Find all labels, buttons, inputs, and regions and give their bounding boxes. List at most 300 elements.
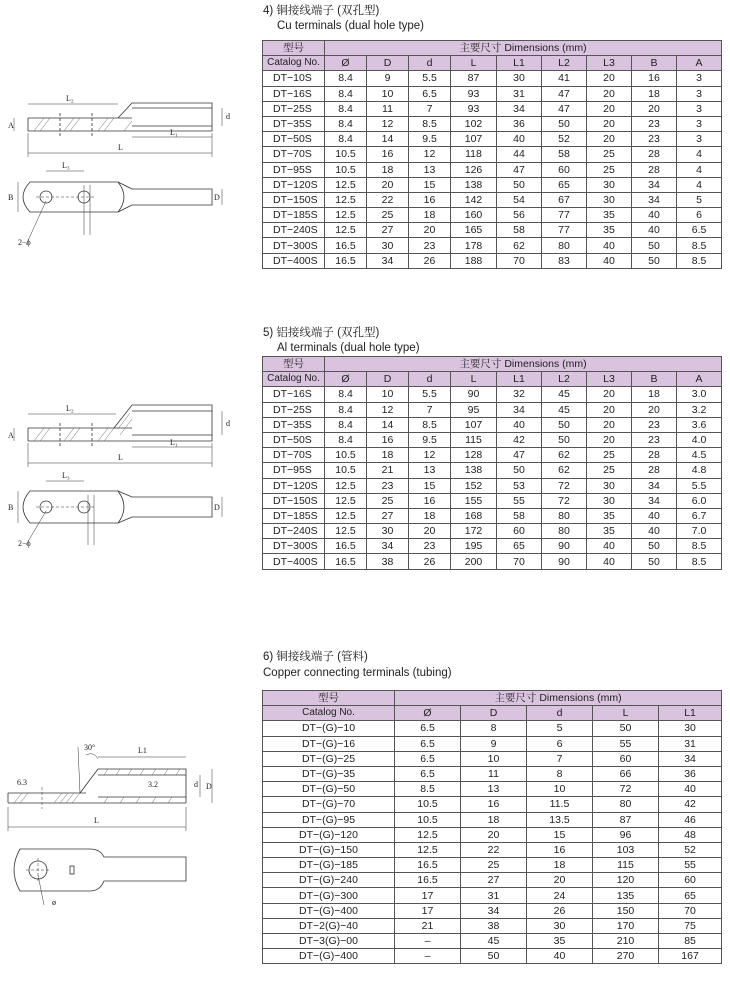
table-cell: 6 bbox=[527, 736, 593, 751]
table-cell: 10.5 bbox=[395, 797, 461, 812]
table-cell: 30 bbox=[367, 524, 409, 539]
table-cell: 20 bbox=[587, 101, 632, 116]
table-cell: 50 bbox=[542, 116, 587, 131]
table-cell: 70 bbox=[659, 903, 722, 918]
catalog-cell: DT−(G)−10 bbox=[263, 721, 395, 736]
table-cell: 50 bbox=[632, 253, 677, 268]
table-cell: 18 bbox=[632, 387, 677, 402]
catalog-cell: DT−35S bbox=[263, 116, 325, 131]
table-cell: 55 bbox=[593, 736, 659, 751]
table-cell: 16 bbox=[632, 71, 677, 86]
table-cell: 47 bbox=[542, 101, 587, 116]
column-header: L2 bbox=[542, 56, 587, 71]
table-cell: 25 bbox=[587, 147, 632, 162]
table-row bbox=[263, 432, 722, 447]
table-cell: 4.0 bbox=[677, 432, 722, 447]
table-cell: 60 bbox=[542, 162, 587, 177]
table-cell: 3 bbox=[677, 86, 722, 101]
s6-header-model: 型号 bbox=[263, 691, 395, 706]
table-cell: 120 bbox=[593, 873, 659, 888]
table-cell: 6.5 bbox=[395, 736, 461, 751]
table-cell: 5.5 bbox=[409, 71, 451, 86]
table-cell: 8.5 bbox=[677, 238, 722, 253]
table-cell: 10.5 bbox=[395, 812, 461, 827]
table-cell: 12 bbox=[367, 402, 409, 417]
table-cell: 90 bbox=[542, 554, 587, 569]
s6-label-L1: L1 bbox=[138, 746, 147, 755]
section4-drawing bbox=[0, 85, 250, 260]
table-cell: – bbox=[395, 934, 461, 949]
table-cell: 8.4 bbox=[325, 402, 367, 417]
table-cell: 62 bbox=[542, 463, 587, 478]
table-cell: 18 bbox=[409, 208, 451, 223]
catalog-cell: DT−25S bbox=[263, 101, 325, 116]
table-cell: 36 bbox=[659, 766, 722, 781]
table-cell: 95 bbox=[451, 402, 497, 417]
table-cell: 135 bbox=[593, 888, 659, 903]
s4-label-D: D bbox=[214, 193, 220, 202]
table-cell: 10 bbox=[367, 86, 409, 101]
column-header: Ø bbox=[325, 56, 367, 71]
table-row bbox=[263, 903, 722, 918]
table-cell: 80 bbox=[593, 797, 659, 812]
table-cell: 34 bbox=[632, 177, 677, 192]
table-cell: 30 bbox=[367, 238, 409, 253]
table-cell: 10.5 bbox=[325, 147, 367, 162]
table-cell: 38 bbox=[367, 554, 409, 569]
table-cell: 172 bbox=[451, 524, 497, 539]
table-cell: 28 bbox=[632, 448, 677, 463]
table-cell: 30 bbox=[659, 721, 722, 736]
table-cell: 8.4 bbox=[325, 101, 367, 116]
column-header: D bbox=[461, 706, 527, 721]
table-cell: 10 bbox=[527, 782, 593, 797]
catalog-cell: DT−185S bbox=[263, 508, 325, 523]
table-cell: 8.5 bbox=[677, 554, 722, 569]
table-row bbox=[263, 448, 722, 463]
column-header: d bbox=[409, 372, 451, 387]
table-cell: 9.5 bbox=[409, 432, 451, 447]
column-header: A bbox=[677, 56, 722, 71]
table-cell: 60 bbox=[659, 873, 722, 888]
table-cell: 11 bbox=[367, 101, 409, 116]
catalog-cell: DT−(G)−16 bbox=[263, 736, 395, 751]
table-cell: 67 bbox=[542, 192, 587, 207]
s5-label-L2: L₂ bbox=[66, 404, 74, 413]
table-cell: 12 bbox=[367, 116, 409, 131]
section6-subheading: Copper connecting terminals (tubing) bbox=[263, 667, 452, 679]
table-cell: 30 bbox=[497, 71, 542, 86]
table-cell: 12.5 bbox=[325, 493, 367, 508]
s4-label-L: L bbox=[118, 143, 123, 152]
table-cell: 35 bbox=[587, 208, 632, 223]
table-cell: 6.5 bbox=[409, 86, 451, 101]
catalog-cell: DT−25S bbox=[263, 402, 325, 417]
table-row bbox=[263, 208, 722, 223]
s5-label-L: L bbox=[118, 453, 123, 462]
table-cell: 40 bbox=[632, 223, 677, 238]
s5-label-D: D bbox=[214, 503, 220, 512]
catalog-cell: DT−120S bbox=[263, 177, 325, 192]
table-cell: 40 bbox=[587, 554, 632, 569]
table-cell: 10.5 bbox=[325, 162, 367, 177]
table-cell: 6.5 bbox=[395, 721, 461, 736]
table-cell: 12.5 bbox=[325, 524, 367, 539]
table-cell: 34 bbox=[367, 253, 409, 268]
column-header: d bbox=[527, 706, 593, 721]
table-cell: 10.5 bbox=[325, 448, 367, 463]
table-cell: 3 bbox=[677, 101, 722, 116]
s5-label-B: B bbox=[8, 503, 14, 512]
table-cell: 165 bbox=[451, 223, 497, 238]
table-cell: 40 bbox=[497, 132, 542, 147]
table-cell: 142 bbox=[451, 192, 497, 207]
catalog-cell: DT−50S bbox=[263, 432, 325, 447]
table-cell: 3.6 bbox=[677, 417, 722, 432]
table-cell: 40 bbox=[527, 949, 593, 964]
table-cell: 150 bbox=[593, 903, 659, 918]
table-cell: 62 bbox=[542, 448, 587, 463]
s5-label-holes: 2−ϕ bbox=[18, 539, 31, 548]
table-cell: 8.5 bbox=[677, 539, 722, 554]
section5-drawing bbox=[0, 395, 250, 570]
s6-header-catalog: Catalog No. bbox=[263, 706, 395, 721]
table-cell: 13 bbox=[461, 782, 527, 797]
catalog-cell: DT−(G)−120 bbox=[263, 827, 395, 842]
table-cell: 152 bbox=[451, 478, 497, 493]
table-cell: 18 bbox=[632, 86, 677, 101]
table-cell: 20 bbox=[632, 101, 677, 116]
table-cell: 40 bbox=[587, 539, 632, 554]
catalog-cell: DT−70S bbox=[263, 448, 325, 463]
table-cell: 118 bbox=[451, 147, 497, 162]
table-cell: 50 bbox=[461, 949, 527, 964]
table-cell: 48 bbox=[659, 827, 722, 842]
table-row bbox=[263, 478, 722, 493]
s4-header-dims: 主要尺寸 Dimensions (mm) bbox=[325, 41, 722, 56]
table-cell: 12.5 bbox=[395, 827, 461, 842]
table-cell: 40 bbox=[659, 782, 722, 797]
table-cell: 47 bbox=[497, 448, 542, 463]
table-cell: 9.5 bbox=[409, 132, 451, 147]
table-cell: 8.4 bbox=[325, 116, 367, 131]
table-cell: 20 bbox=[409, 524, 451, 539]
section6-table bbox=[262, 690, 722, 964]
table-cell: 25 bbox=[367, 208, 409, 223]
table-cell: 8.5 bbox=[409, 116, 451, 131]
table-cell: 8.4 bbox=[325, 71, 367, 86]
table-cell: 83 bbox=[542, 253, 587, 268]
table-cell: 30 bbox=[527, 918, 593, 933]
table-cell: 16 bbox=[461, 797, 527, 812]
table-cell: 30 bbox=[587, 177, 632, 192]
table-cell: 50 bbox=[632, 238, 677, 253]
table-cell: 10 bbox=[367, 387, 409, 402]
table-cell: 8.4 bbox=[325, 86, 367, 101]
table-cell: 50 bbox=[632, 539, 677, 554]
table-cell: 80 bbox=[542, 524, 587, 539]
table-row bbox=[263, 949, 722, 964]
s5-header-model: 型号 bbox=[263, 357, 325, 372]
table-cell: 34 bbox=[632, 192, 677, 207]
table-row bbox=[263, 402, 722, 417]
table-cell: 9 bbox=[367, 71, 409, 86]
table-row bbox=[263, 554, 722, 569]
table-cell: 15 bbox=[527, 827, 593, 842]
table-cell: 8.5 bbox=[677, 253, 722, 268]
table-cell: 50 bbox=[542, 417, 587, 432]
table-cell: 9 bbox=[461, 736, 527, 751]
table-row bbox=[263, 253, 722, 268]
table-cell: 8.5 bbox=[409, 417, 451, 432]
table-row bbox=[263, 162, 722, 177]
table-cell: 40 bbox=[632, 524, 677, 539]
catalog-cell: DT−16S bbox=[263, 86, 325, 101]
table-cell: 45 bbox=[542, 402, 587, 417]
s4-table-body bbox=[263, 71, 722, 268]
table-cell: 17 bbox=[395, 903, 461, 918]
table-cell: 40 bbox=[632, 208, 677, 223]
catalog-cell: DT−(G)−400 bbox=[263, 949, 395, 964]
table-cell: 40 bbox=[587, 238, 632, 253]
table-cell: 58 bbox=[497, 508, 542, 523]
table-row bbox=[263, 934, 722, 949]
catalog-cell: DT−300S bbox=[263, 238, 325, 253]
s6-label-L: L bbox=[94, 816, 99, 825]
table-cell: 6.5 bbox=[395, 751, 461, 766]
table-cell: 45 bbox=[461, 934, 527, 949]
table-row bbox=[263, 751, 722, 766]
table-cell: 32 bbox=[497, 387, 542, 402]
catalog-cell: DT−(G)−240 bbox=[263, 873, 395, 888]
catalog-cell: DT−120S bbox=[263, 478, 325, 493]
column-header: L1 bbox=[497, 56, 542, 71]
catalog-cell: DT−50S bbox=[263, 132, 325, 147]
table-cell: 30 bbox=[587, 493, 632, 508]
table-cell: 87 bbox=[593, 812, 659, 827]
table-row bbox=[263, 387, 722, 402]
s4-header-catalog: Catalog No. bbox=[263, 56, 325, 71]
table-cell: 12.5 bbox=[325, 208, 367, 223]
table-cell: 16 bbox=[409, 192, 451, 207]
column-header: A bbox=[677, 372, 722, 387]
table-cell: 30 bbox=[587, 478, 632, 493]
table-cell: 8.4 bbox=[325, 132, 367, 147]
table-cell: 6.7 bbox=[677, 508, 722, 523]
table-cell: 28 bbox=[632, 463, 677, 478]
table-cell: 12.5 bbox=[325, 192, 367, 207]
table-cell: 7 bbox=[409, 402, 451, 417]
table-row bbox=[263, 918, 722, 933]
table-cell: 20 bbox=[367, 177, 409, 192]
table-cell: 93 bbox=[451, 86, 497, 101]
table-cell: 87 bbox=[451, 71, 497, 86]
table-cell: 27 bbox=[367, 223, 409, 238]
table-cell: 80 bbox=[542, 238, 587, 253]
table-cell: 23 bbox=[632, 132, 677, 147]
table-cell: 44 bbox=[497, 147, 542, 162]
table-cell: 17 bbox=[395, 888, 461, 903]
table-row bbox=[263, 116, 722, 131]
catalog-cell: DT−(G)−50 bbox=[263, 782, 395, 797]
table-cell: 34 bbox=[632, 493, 677, 508]
table-cell: 7 bbox=[409, 101, 451, 116]
table-cell: 40 bbox=[497, 417, 542, 432]
table-cell: 47 bbox=[497, 162, 542, 177]
catalog-cell: DT−(G)−95 bbox=[263, 812, 395, 827]
s4-label-holes: 2−ϕ bbox=[18, 238, 31, 247]
table-cell: 50 bbox=[542, 432, 587, 447]
catalog-cell: DT−(G)−70 bbox=[263, 797, 395, 812]
table-cell: 12.5 bbox=[325, 223, 367, 238]
table-cell: 18 bbox=[367, 448, 409, 463]
table-cell: 4 bbox=[677, 147, 722, 162]
column-header: B bbox=[632, 56, 677, 71]
table-cell: 53 bbox=[497, 478, 542, 493]
table-cell: 20 bbox=[587, 116, 632, 131]
catalog-cell: DT−400S bbox=[263, 554, 325, 569]
table-row bbox=[263, 417, 722, 432]
table-cell: 10 bbox=[461, 751, 527, 766]
table-cell: 11 bbox=[461, 766, 527, 781]
table-cell: 65 bbox=[659, 888, 722, 903]
table-cell: 20 bbox=[587, 132, 632, 147]
table-row bbox=[263, 524, 722, 539]
table-cell: 24 bbox=[527, 888, 593, 903]
table-cell: 40 bbox=[632, 508, 677, 523]
table-cell: 188 bbox=[451, 253, 497, 268]
table-cell: 75 bbox=[659, 918, 722, 933]
s6-label-D: D bbox=[206, 782, 212, 791]
table-cell: 138 bbox=[451, 463, 497, 478]
table-cell: 25 bbox=[587, 463, 632, 478]
table-cell: 4 bbox=[677, 177, 722, 192]
s5-header-catalog: Catalog No. bbox=[263, 372, 325, 387]
table-cell: 21 bbox=[395, 918, 461, 933]
table-cell: 7.0 bbox=[677, 524, 722, 539]
table-cell: 12.5 bbox=[325, 177, 367, 192]
table-cell: 26 bbox=[409, 554, 451, 569]
table-cell: 31 bbox=[461, 888, 527, 903]
table-cell: 34 bbox=[497, 402, 542, 417]
section6-heading: 6) 铜接线端子 (管料) bbox=[263, 651, 368, 663]
table-cell: 22 bbox=[367, 192, 409, 207]
table-row bbox=[263, 858, 722, 873]
table-cell: 16 bbox=[527, 842, 593, 857]
table-cell: 12 bbox=[409, 147, 451, 162]
column-header: D bbox=[367, 372, 409, 387]
table-row bbox=[263, 192, 722, 207]
table-row bbox=[263, 132, 722, 147]
catalog-cell: DT−240S bbox=[263, 223, 325, 238]
table-cell: 13.5 bbox=[527, 812, 593, 827]
table-cell: 16 bbox=[409, 493, 451, 508]
column-header: L1 bbox=[659, 706, 722, 721]
table-cell: 90 bbox=[451, 387, 497, 402]
table-cell: 12.5 bbox=[325, 478, 367, 493]
table-cell: 72 bbox=[542, 478, 587, 493]
table-cell: 16.5 bbox=[325, 554, 367, 569]
table-row bbox=[263, 86, 722, 101]
table-cell: 90 bbox=[542, 539, 587, 554]
catalog-cell: DT−(G)−150 bbox=[263, 842, 395, 857]
table-cell: 16 bbox=[367, 432, 409, 447]
table-cell: 56 bbox=[497, 208, 542, 223]
catalog-cell: DT−150S bbox=[263, 493, 325, 508]
table-cell: 62 bbox=[497, 238, 542, 253]
table-cell: 20 bbox=[587, 86, 632, 101]
table-cell: 4.8 bbox=[677, 463, 722, 478]
table-cell: 3 bbox=[677, 132, 722, 147]
s5-column-headers bbox=[263, 372, 722, 387]
catalog-cell: DT−(G)−185 bbox=[263, 858, 395, 873]
table-cell: 42 bbox=[659, 797, 722, 812]
column-header: L bbox=[451, 56, 497, 71]
table-row bbox=[263, 147, 722, 162]
table-cell: 6 bbox=[677, 208, 722, 223]
s4-label-L1: L₁ bbox=[170, 128, 178, 137]
table-row bbox=[263, 101, 722, 116]
table-cell: 72 bbox=[593, 782, 659, 797]
table-cell: 102 bbox=[451, 116, 497, 131]
table-row bbox=[263, 827, 722, 842]
table-cell: 16.5 bbox=[395, 858, 461, 873]
table-cell: 27 bbox=[367, 508, 409, 523]
table-cell: 21 bbox=[367, 463, 409, 478]
table-cell: 20 bbox=[632, 402, 677, 417]
table-cell: 38 bbox=[461, 918, 527, 933]
column-header: L1 bbox=[497, 372, 542, 387]
table-cell: 4.5 bbox=[677, 448, 722, 463]
catalog-cell: DT−(G)−300 bbox=[263, 888, 395, 903]
table-cell: 52 bbox=[659, 842, 722, 857]
table-cell: 28 bbox=[632, 162, 677, 177]
table-cell: 25 bbox=[587, 162, 632, 177]
table-cell: 31 bbox=[659, 736, 722, 751]
column-header: B bbox=[632, 372, 677, 387]
table-cell: 50 bbox=[497, 463, 542, 478]
catalog-cell: DT−10S bbox=[263, 71, 325, 86]
table-cell: 20 bbox=[587, 387, 632, 402]
table-row bbox=[263, 177, 722, 192]
table-cell: 47 bbox=[542, 86, 587, 101]
table-cell: 50 bbox=[497, 177, 542, 192]
table-cell: 31 bbox=[497, 86, 542, 101]
table-cell: 85 bbox=[659, 934, 722, 949]
table-cell: 72 bbox=[542, 493, 587, 508]
table-cell: 270 bbox=[593, 949, 659, 964]
catalog-cell: DT−35S bbox=[263, 417, 325, 432]
table-row bbox=[263, 842, 722, 857]
s4-label-A: A bbox=[8, 121, 14, 130]
table-cell: 20 bbox=[587, 417, 632, 432]
table-cell: 7 bbox=[527, 751, 593, 766]
column-header: L bbox=[451, 372, 497, 387]
table-cell: 23 bbox=[632, 116, 677, 131]
table-cell: 42 bbox=[497, 432, 542, 447]
catalog-cell: DT−150S bbox=[263, 192, 325, 207]
table-cell: 23 bbox=[367, 478, 409, 493]
table-cell: 210 bbox=[593, 934, 659, 949]
table-cell: 8.4 bbox=[325, 432, 367, 447]
s5-label-L1: L₁ bbox=[170, 438, 178, 447]
table-cell: 65 bbox=[497, 539, 542, 554]
column-header: Ø bbox=[395, 706, 461, 721]
table-cell: 40 bbox=[587, 253, 632, 268]
column-header: d bbox=[409, 56, 451, 71]
table-cell: 50 bbox=[632, 554, 677, 569]
table-cell: 65 bbox=[542, 177, 587, 192]
